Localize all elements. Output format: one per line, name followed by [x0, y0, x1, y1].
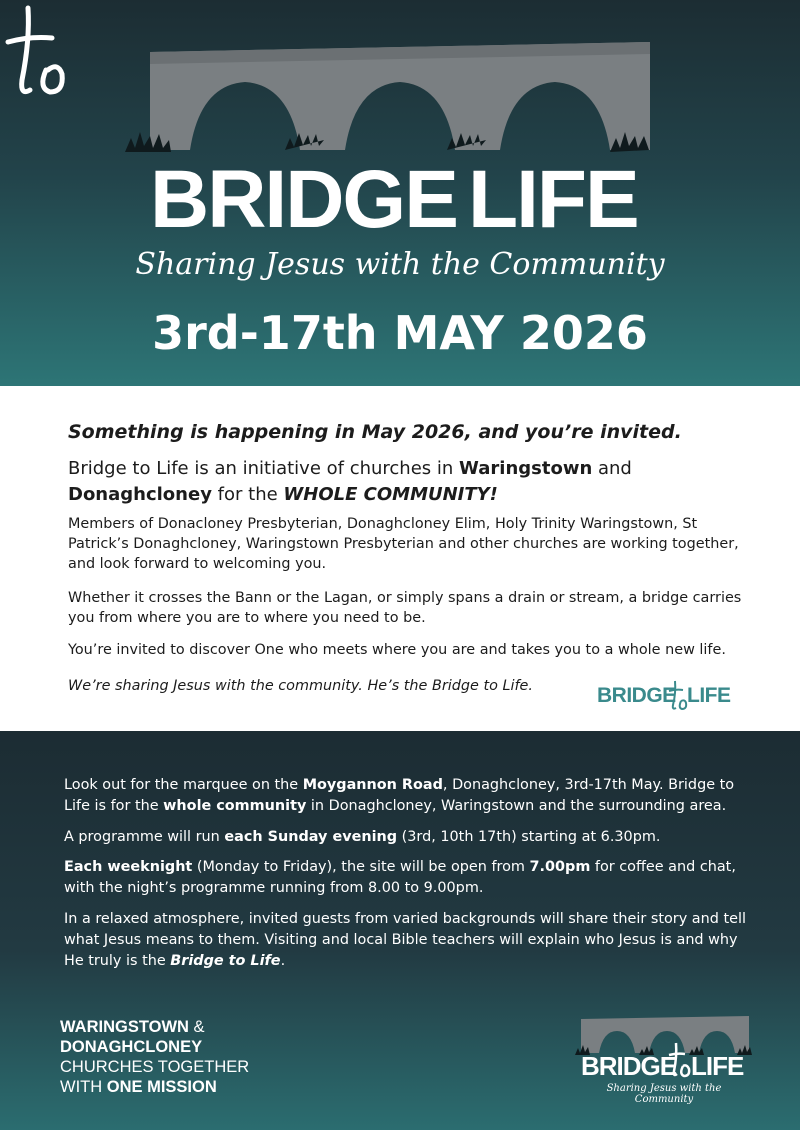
footer-bridge-icon: [575, 1011, 755, 1056]
hero-banner: [0, 0, 800, 386]
atmosphere-paragraph: In a relaxed atmosphere, invited guests from varied backgrounds will share their story and tell what Jesus means to them. Visiting and local Bible teachers will explain who Jesus is and why He truly is the Bridge to Life.: [64, 911, 746, 969]
weeknight-paragraph: Each weeknight (Monday to Friday), the site will be open from 7.00pm for coffee and chat, with the night’s programme running from 8.00 to 9.00pm.: [64, 859, 736, 896]
members-paragraph: Members of Donacloney Presbyterian, Donaghcloney Elim, Holy Trinity Waringstown, St Patrick’s Donaghcloney, Waringstown Presbyterian and other churches are working together, and look forward to welcoming you.: [68, 516, 739, 572]
sharing-paragraph: We’re sharing Jesus with the community. He’s the Bridge to Life.: [68, 678, 533, 694]
churches-together-logo: WARINGSTOWN & DONAGHCLONEY CHURCHES TOGETHER WITH ONE MISSION: [60, 1018, 250, 1096]
bridge-paragraph: Whether it crosses the Bann or the Lagan, or simply spans a drain or stream, a bridge carries you from where you are to where you need to be.: [68, 590, 742, 626]
invite-headline: Something is happening in May 2026, and you’re invited.: [68, 421, 682, 443]
discover-paragraph: You’re invited to discover One who meets where you are and takes you to a whole new life.: [68, 642, 726, 658]
logo-to-script: [0, 0, 80, 110]
event-dates: 3rd-17th MAY 2026: [152, 306, 648, 360]
intro-section: [0, 386, 800, 731]
marquee-paragraph: Look out for the marquee on the Moygannon Road, Donaghcloney, 3rd-17th May. Bridge to Life is for the whole community in Donaghcloney, Waringstown and the surrounding area.: [64, 777, 735, 814]
logo-bridge-text: BRIDGE: [150, 154, 457, 245]
mini-logo: BRIDGE LIFE: [597, 679, 737, 713]
logo-life-text: LIFE: [468, 154, 638, 245]
sunday-paragraph: A programme will run each Sunday evening (3rd, 10th 17th) starting at 6.30pm.: [64, 829, 661, 845]
footer-bridge-logo: BRIDGE LIFE Sharing Jesus with the Community: [575, 1011, 755, 1101]
tagline: Sharing Jesus with the Community: [135, 247, 665, 282]
initiative-paragraph: Bridge to Life is an initiative of churches in Waringstown and Donaghcloney for the WHOLE COMMUNITY!: [68, 458, 632, 505]
details-section: [0, 731, 800, 1130]
